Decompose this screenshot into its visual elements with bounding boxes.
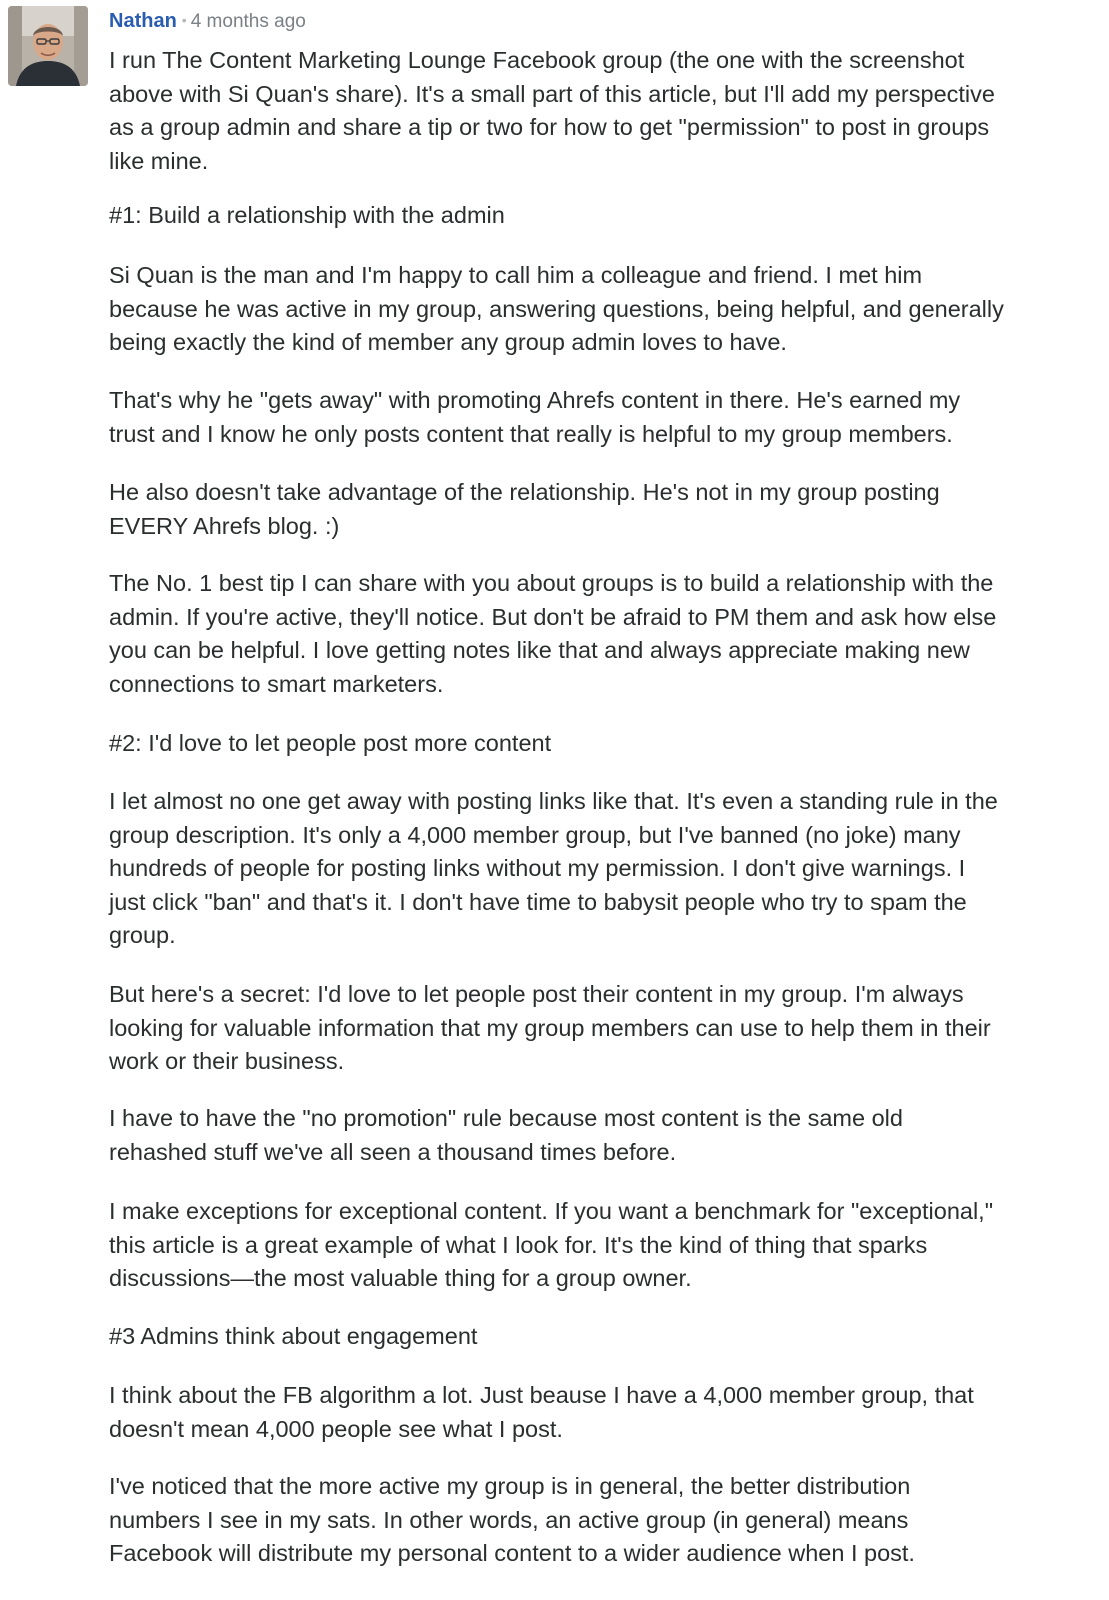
comment-paragraph	[109, 1320, 477, 1354]
comment-paragraph	[109, 476, 940, 543]
comment-paragraph	[109, 259, 1004, 360]
comment-line: like mine.	[109, 147, 209, 174]
comment-line: He also doesn't take advantage of the relationship. He's not in my group posting	[109, 479, 940, 505]
comment-line: EVERY Ahrefs blog. :)	[109, 512, 340, 539]
comment-line: #2: I'd love to let people post more content	[109, 730, 552, 756]
comment-line: numbers I see in my sats. In other words, an active group (in general) means	[109, 1506, 909, 1533]
comment-paragraph	[109, 199, 505, 233]
comment-line: being exactly the kind of member any group admin loves to have.	[109, 329, 787, 356]
comment-line: admin. If you're active, they'll notice. But don't be afraid to PM them and ask how else	[109, 603, 997, 630]
comment-line: I run The Content Marketing Lounge Facebook group (the one with the screenshot	[109, 47, 965, 73]
comment-line: I've noticed that the more active my group is in general, the better distribution	[109, 1473, 911, 1499]
comment-line: group description. It's only a 4,000 member group, but I've banned (no joke) many	[109, 821, 961, 848]
avatar-image	[8, 6, 88, 86]
comment-paragraph	[109, 384, 960, 451]
comment-line: rehashed stuff we've all seen a thousand times before.	[109, 1138, 677, 1165]
avatar[interactable]	[8, 6, 88, 86]
comment-line: as a group admin and share a tip or two for how to get "permission" to post in groups	[109, 114, 990, 141]
comment-line: Si Quan is the man and I'm happy to call him a colleague and friend. I met him	[109, 262, 923, 288]
comment-line: But here's a secret: I'd love to let people post their content in my group. I'm always	[109, 981, 964, 1007]
comment-paragraph	[109, 44, 995, 178]
comment-line: discussions—the most valuable thing for a group owner.	[109, 1265, 692, 1292]
comment-line: work or their business.	[109, 1048, 345, 1075]
comment-line: doesn't mean 4,000 people see what I post.	[109, 1415, 563, 1442]
comment-line: Facebook will distribute my personal content to a wider audience when I post.	[109, 1540, 915, 1567]
comment-header	[109, 7, 306, 35]
comment-paragraph	[109, 785, 998, 953]
comment-paragraph	[109, 978, 991, 1079]
comment-line: The No. 1 best tip I can share with you about groups is to build a relationship with the	[109, 570, 994, 596]
comment-line: That's why he "gets away" with promoting Ahrefs content in there. He's earned my	[109, 387, 961, 413]
author-name[interactable]: Nathan	[109, 10, 177, 32]
comment-paragraph	[109, 1470, 915, 1571]
comment-line: you can be helpful. I love getting notes like that and always appreciate making new	[109, 637, 970, 664]
comment-line: #1: Build a relationship with the admin	[109, 202, 505, 228]
comment-line: just click "ban" and that's it. I don't have time to babysit people who try to spam the	[109, 888, 967, 915]
comment-line: I let almost no one get away with posting links like that. It's even a standing rule in the	[109, 788, 998, 814]
meta-separator: •	[181, 12, 187, 28]
comment-line: because he was active in my group, answering questions, being helpful, and generally	[109, 295, 1004, 322]
comment-line: I make exceptions for exceptional content. If you want a benchmark for "exceptional,"	[109, 1198, 994, 1224]
comment-paragraph	[109, 727, 551, 761]
comment-line: I have to have the "no promotion" rule because most content is the same old	[109, 1105, 903, 1131]
comment-paragraph	[109, 567, 996, 701]
comment-paragraph	[109, 1195, 993, 1296]
comment-line: connections to smart marketers.	[109, 670, 444, 697]
comment-paragraph	[109, 1102, 903, 1169]
comment-line: looking for valuable information that my group members can use to help them in their	[109, 1014, 991, 1041]
comment-line: trust and I know he only posts content that really is helpful to my group members.	[109, 420, 953, 447]
comment-line: group.	[109, 922, 176, 949]
comment-line: this article is a great example of what I look for. It's the kind of thing that sparks	[109, 1231, 928, 1258]
comment-line: above with Si Quan's share). It's a small part of this article, but I'll add my perspective	[109, 80, 995, 107]
comment-paragraph	[109, 1379, 974, 1446]
comment-timestamp[interactable]: 4 months ago	[190, 11, 306, 32]
comment-line: #3 Admins think about engagement	[109, 1323, 478, 1349]
comment-line: hundreds of people for posting links without my permission. I don't give warnings. I	[109, 855, 966, 882]
comment-line: I think about the FB algorithm a lot. Just beause I have a 4,000 member group, that	[109, 1382, 974, 1408]
